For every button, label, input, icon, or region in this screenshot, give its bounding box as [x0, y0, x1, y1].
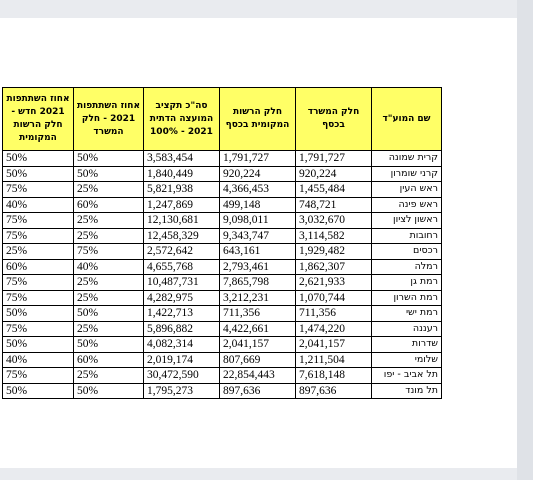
ministry-pct-cell: 50%: [74, 151, 144, 167]
total-budget-cell: 2,572,642: [144, 244, 220, 260]
city-cell: רמלה: [372, 259, 442, 275]
total-budget-cell: 30,472,590: [144, 368, 220, 384]
authority-share-cell: 2,041,157: [220, 337, 296, 353]
authority-share-cell: 4,422,661: [220, 321, 296, 337]
city-cell: שדרות: [372, 337, 442, 353]
total-budget-cell: 3,583,454: [144, 151, 220, 167]
city-cell: קרני שומרון: [372, 166, 442, 182]
city-cell: רמת גן: [372, 275, 442, 291]
city-cell: תל אביב - יפו: [372, 368, 442, 384]
authority-pct-cell: 75%: [3, 321, 74, 337]
authority-pct-cell: 50%: [3, 383, 74, 399]
table-row: [3, 197, 442, 213]
header-authority-share: חלק הרשות המקומית בכסף: [220, 88, 296, 151]
ministry-share-cell: 711,356: [296, 306, 372, 322]
ministry-pct-cell: 25%: [74, 290, 144, 306]
authority-share-cell: 711,356: [220, 306, 296, 322]
city-cell: ראש פינה: [372, 197, 442, 213]
authority-share-cell: 9,098,011: [220, 213, 296, 229]
ministry-pct-cell: 60%: [74, 197, 144, 213]
ministry-pct-cell: 25%: [74, 275, 144, 291]
table-row: [3, 352, 442, 368]
table-row: [3, 306, 442, 322]
authority-pct-cell: 50%: [3, 306, 74, 322]
ministry-share-cell: 1,474,220: [296, 321, 372, 337]
ministry-share-cell: 1,211,504: [296, 352, 372, 368]
ministry-share-cell: 897,636: [296, 383, 372, 399]
ministry-share-cell: 7,618,148: [296, 368, 372, 384]
table-row: [3, 259, 442, 275]
total-budget-cell: 2,019,174: [144, 352, 220, 368]
header-city: שם המוע"ד: [372, 88, 442, 151]
city-cell: שלומי: [372, 352, 442, 368]
table-row: [3, 321, 442, 337]
ministry-share-cell: 3,114,582: [296, 228, 372, 244]
authority-pct-cell: 40%: [3, 197, 74, 213]
ministry-pct-cell: 25%: [74, 368, 144, 384]
authority-pct-cell: 75%: [3, 213, 74, 229]
ministry-share-cell: 1,455,484: [296, 182, 372, 198]
header-authority-pct: אחוז השתתפות 2021 חדש - חלק הרשות המקומית: [3, 88, 74, 151]
header-total-budget: סה"כ תקציב המועצה הדתית 2021 - 100%: [144, 88, 220, 151]
city-cell: רמת ישי: [372, 306, 442, 322]
document-page: [0, 18, 517, 468]
city-cell: קרית שמונה: [372, 151, 442, 167]
ministry-pct-cell: 25%: [74, 321, 144, 337]
authority-share-cell: 22,854,443: [220, 368, 296, 384]
ministry-share-cell: 920,224: [296, 166, 372, 182]
authority-pct-cell: 75%: [3, 182, 74, 198]
ministry-pct-cell: 50%: [74, 383, 144, 399]
total-budget-cell: 10,487,731: [144, 275, 220, 291]
city-cell: תל מונד: [372, 383, 442, 399]
authority-pct-cell: 75%: [3, 290, 74, 306]
city-cell: ראשון לציון: [372, 213, 442, 229]
table-row: [3, 166, 442, 182]
table-row: [3, 275, 442, 291]
total-budget-cell: 1,422,713: [144, 306, 220, 322]
total-budget-cell: 1,795,273: [144, 383, 220, 399]
authority-pct-cell: 60%: [3, 259, 74, 275]
ministry-share-cell: 1,070,744: [296, 290, 372, 306]
ministry-pct-cell: 25%: [74, 213, 144, 229]
ministry-share-cell: 1,791,727: [296, 151, 372, 167]
header-ministry-share: חלק המשרד בכסף: [296, 88, 372, 151]
total-budget-cell: 5,821,938: [144, 182, 220, 198]
city-cell: רמת השרון: [372, 290, 442, 306]
authority-pct-cell: 75%: [3, 228, 74, 244]
city-cell: רעננה: [372, 321, 442, 337]
table-row: [3, 368, 442, 384]
ministry-share-cell: 2,041,157: [296, 337, 372, 353]
authority-share-cell: 499,148: [220, 197, 296, 213]
ministry-pct-cell: 50%: [74, 337, 144, 353]
authority-pct-cell: 50%: [3, 166, 74, 182]
authority-share-cell: 643,161: [220, 244, 296, 260]
authority-pct-cell: 25%: [3, 244, 74, 260]
ministry-share-cell: 748,721: [296, 197, 372, 213]
authority-share-cell: 3,212,231: [220, 290, 296, 306]
authority-pct-cell: 50%: [3, 151, 74, 167]
ministry-share-cell: 1,929,482: [296, 244, 372, 260]
table-row: [3, 337, 442, 353]
total-budget-cell: 4,655,768: [144, 259, 220, 275]
table-row: [3, 244, 442, 260]
table-row: [3, 383, 442, 399]
ministry-pct-cell: 50%: [74, 306, 144, 322]
authority-pct-cell: 50%: [3, 337, 74, 353]
table-row: [3, 290, 442, 306]
authority-pct-cell: 40%: [3, 352, 74, 368]
city-cell: רחובות: [372, 228, 442, 244]
table-row: [3, 182, 442, 198]
total-budget-cell: 12,130,681: [144, 213, 220, 229]
total-budget-cell: 4,082,314: [144, 337, 220, 353]
ministry-pct-cell: 25%: [74, 182, 144, 198]
total-budget-cell: 4,282,975: [144, 290, 220, 306]
authority-share-cell: 4,366,453: [220, 182, 296, 198]
city-cell: ראש העין: [372, 182, 442, 198]
table-row: [3, 151, 442, 167]
ministry-pct-cell: 25%: [74, 228, 144, 244]
authority-share-cell: 897,636: [220, 383, 296, 399]
authority-share-cell: 1,791,727: [220, 151, 296, 167]
ministry-share-cell: 2,621,933: [296, 275, 372, 291]
authority-pct-cell: 75%: [3, 368, 74, 384]
page-edge: [517, 0, 533, 480]
city-cell: רכסים: [372, 244, 442, 260]
header-row: [3, 88, 442, 151]
authority-pct-cell: 75%: [3, 275, 74, 291]
total-budget-cell: 5,896,882: [144, 321, 220, 337]
authority-share-cell: 7,865,798: [220, 275, 296, 291]
header-ministry-pct: אחוז השתתפות 2021 - חלק המשרד: [74, 88, 144, 151]
ministry-pct-cell: 40%: [74, 259, 144, 275]
ministry-share-cell: 1,862,307: [296, 259, 372, 275]
ministry-pct-cell: 75%: [74, 244, 144, 260]
ministry-share-cell: 3,032,670: [296, 213, 372, 229]
table-row: [3, 228, 442, 244]
table-row: [3, 213, 442, 229]
total-budget-cell: 12,458,329: [144, 228, 220, 244]
authority-share-cell: 2,793,461: [220, 259, 296, 275]
total-budget-cell: 1,247,869: [144, 197, 220, 213]
total-budget-cell: 1,840,449: [144, 166, 220, 182]
authority-share-cell: 920,224: [220, 166, 296, 182]
authority-share-cell: 807,669: [220, 352, 296, 368]
budget-table: [2, 87, 442, 399]
authority-share-cell: 9,343,747: [220, 228, 296, 244]
ministry-pct-cell: 50%: [74, 166, 144, 182]
ministry-pct-cell: 60%: [74, 352, 144, 368]
